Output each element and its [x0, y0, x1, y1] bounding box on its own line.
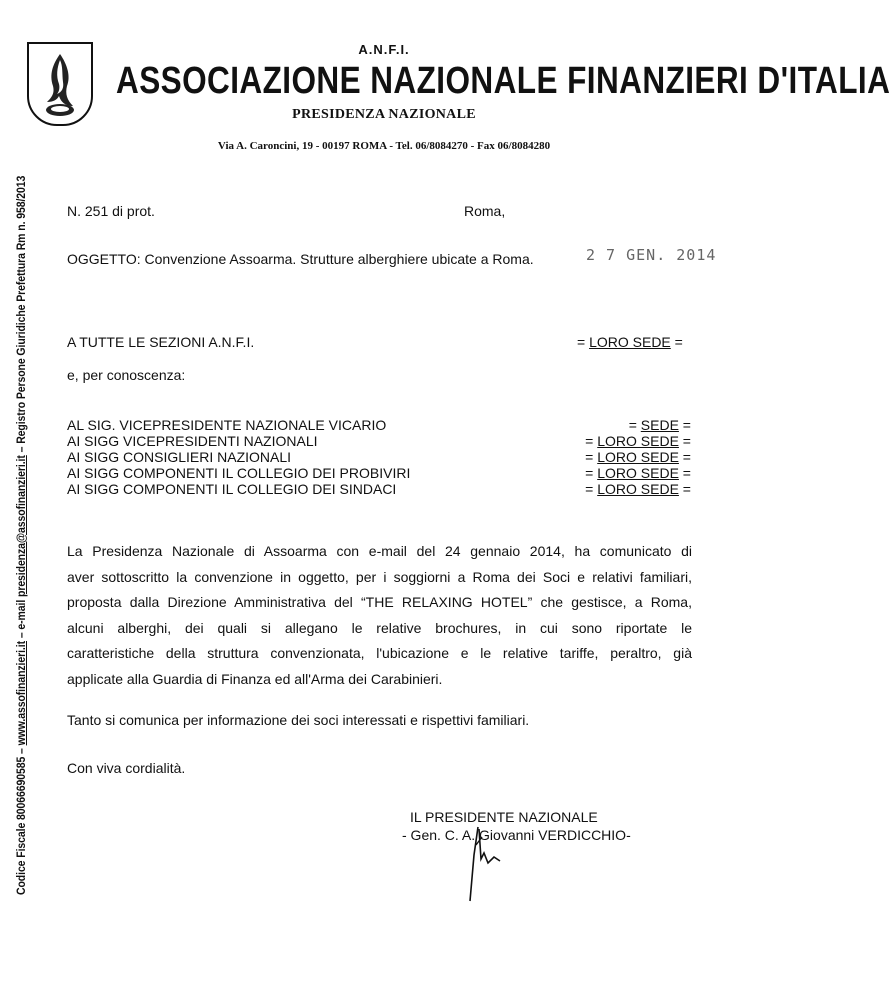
side-registration-text: Codice Fiscale 80066690585 – www.assofinanzieri.it – e-mail presidenza@assofinanzieri.it – Registro Persone Giuridiche Prefettura Rm n. 958/2013	[14, 175, 28, 895]
recipient-destination: = LORO SEDE =	[585, 433, 691, 449]
recipient-name: AL SIG. VICEPRESIDENTE NAZIONALE VICARIO	[67, 417, 387, 433]
recipient-destination: = LORO SEDE =	[585, 449, 691, 465]
regards: Con viva cordialità.	[67, 760, 186, 776]
date-stamp: 2 7 GEN. 2014	[586, 246, 717, 264]
presidenza-subtitle: PRESIDENZA NAZIONALE	[292, 107, 476, 122]
address-line: Via A. Caroncini, 19 - 00197 ROMA - Tel. 06/8084270 - Fax 06/8084280	[217, 140, 551, 152]
per-conoscenza: e, per conoscenza:	[67, 367, 186, 383]
recipient-destinations	[555, 417, 691, 497]
body-line: La Presidenza Nazionale di Assoarma con e-mail del 24 gennaio 2014, ha comunicato di	[67, 543, 692, 559]
signer-name: - Gen. C. A. Giovanni VERDICCHIO-	[402, 827, 631, 843]
recipient-destination: = LORO SEDE =	[585, 465, 691, 481]
city-date: Roma,	[464, 203, 506, 219]
recipient-name: AI SIGG COMPONENTI IL COLLEGIO DEI PROBIVIRI	[67, 465, 411, 481]
recipient-destination: = SEDE =	[628, 417, 691, 433]
recipient-name: AI SIGG COMPONENTI IL COLLEGIO DEI SINDACI	[67, 481, 397, 497]
body-line: proposta dalla Direzione Amministrativa del “THE RELAXING HOTEL” che gestisce, a Roma,	[67, 594, 692, 611]
body-line: aver sottoscritto la convenzione in oggetto, per i soggiorni a Roma dei Soci e relativi familiari,	[67, 568, 692, 585]
handwritten-signature	[448, 815, 508, 905]
association-title: ASSOCIAZIONE NAZIONALE FINANZIERI D'ITALIA	[116, 60, 890, 102]
body-line: applicate alla Guardia di Finanza ed all'Arma dei Carabinieri.	[67, 670, 443, 687]
protocol-number: N. 251 di prot.	[67, 203, 155, 219]
recipient-list	[67, 417, 410, 497]
signer-title: IL PRESIDENTE NAZIONALE	[410, 809, 598, 825]
to-sections-destination: = LORO SEDE =	[577, 334, 683, 350]
acronym: A.N.F.I.	[358, 42, 410, 57]
body-paragraph	[67, 539, 692, 693]
recipient-destination: = LORO SEDE =	[585, 481, 691, 497]
recipient-name: AI SIGG CONSIGLIERI NAZIONALI	[67, 449, 292, 465]
subject-line: OGGETTO: Convenzione Assoarma. Strutture alberghiere ubicate a Roma.	[67, 251, 534, 267]
closing-sentence: Tanto si comunica per informazione dei soci interessati e rispettivi familiari.	[67, 712, 530, 728]
body-line: caratteristiche della struttura convenzionata, l'ubicazione e le relative tariffe, peraltro, già	[67, 645, 692, 662]
to-sections: A TUTTE LE SEZIONI A.N.F.I.	[67, 334, 255, 350]
recipient-name: AI SIGG VICEPRESIDENTI NAZIONALI	[67, 433, 318, 449]
body-line: alcuni alberghi, dei quali si allegano le relative brochures, in cui sono riportate le	[67, 619, 692, 636]
